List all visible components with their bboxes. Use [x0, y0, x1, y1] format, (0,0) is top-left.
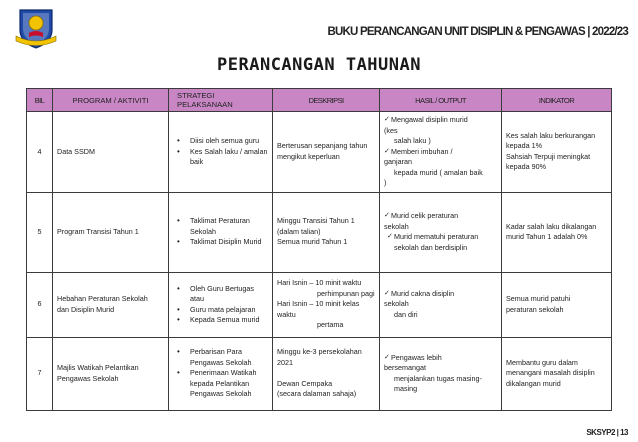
text-line: Hebahan Peraturan Sekolah — [57, 294, 148, 303]
row-hasil — [380, 272, 502, 337]
check-item: ✓ Murid celik peraturan — [384, 211, 497, 222]
row-deskripsi — [273, 337, 380, 410]
table-row — [27, 337, 612, 410]
header-strategi: STRATEGI PELAKSANAAN — [169, 89, 273, 112]
text-line: sekolah — [384, 299, 409, 309]
row-bil: 7 — [27, 337, 53, 410]
text-line: Sahsiah Terpuji meningkat — [506, 151, 591, 161]
text-line: Semua murid patuhi — [506, 294, 571, 303]
header-program: PROGRAM / AKTIVITI — [53, 89, 169, 112]
list-item: • Kepada Semua murid — [177, 315, 268, 326]
text-line — [277, 368, 375, 379]
row-indikator — [502, 192, 612, 272]
text-line: Semua murid Tahun 1 — [277, 237, 348, 247]
text-line: Minggu Transisi Tahun 1 — [277, 216, 355, 226]
text-line: perhimpunan pagi — [317, 288, 375, 298]
text-line: Hari Isnin – 10 minit kelas — [277, 299, 360, 309]
text-line: kepada 90% — [506, 162, 546, 172]
row-indikator — [502, 337, 612, 410]
row-program: Program Transisi Tahun 1 — [53, 192, 169, 272]
text-line: dan diri — [394, 309, 418, 319]
row-strategi — [169, 337, 273, 410]
row-bil: 4 — [27, 112, 53, 193]
row-strategi — [169, 192, 273, 272]
text-line: kepada murid ( amalan baik — [394, 167, 483, 177]
text-line: peraturan sekolah — [506, 304, 564, 314]
row-strategi — [169, 112, 273, 193]
header-title: BUKU PERANCANGAN UNIT DISIPLIN & PENGAWAS | 2022/23 — [327, 26, 628, 38]
page-title: PERANCANGAN TAHUNAN — [217, 55, 421, 75]
text-line: mengikut keperluan — [277, 151, 340, 161]
row-program — [53, 337, 169, 410]
text-line: menangani masalah disiplin — [506, 368, 595, 378]
check-item: ✓ Murid cakna disiplin — [384, 289, 497, 300]
row-hasil — [380, 112, 502, 193]
header-deskripsi: DESKRIPSI — [273, 89, 380, 112]
row-bil: 5 — [27, 192, 53, 272]
list-item: • Perbarisan Para Pengawas Sekolah — [177, 347, 268, 368]
row-indikator — [502, 272, 612, 337]
list-item: • Taklimat Peraturan Sekolah — [177, 216, 268, 237]
row-hasil — [380, 192, 502, 272]
row-bil: 6 — [27, 272, 53, 337]
text-line: dikalangan murid — [506, 378, 561, 388]
list-item: • Taklimat Disiplin Murid — [177, 237, 268, 248]
header-hasil: HASIL / OUTPUT — [380, 89, 502, 112]
text-line: Kes salah laku berkurangan — [506, 130, 596, 140]
row-program — [53, 272, 169, 337]
text-line: Pengawas Sekolah — [57, 373, 119, 383]
text-line: salah laku ) — [394, 136, 431, 145]
text-line: bersemangat — [384, 363, 426, 372]
text-line: ganjaran — [384, 157, 412, 166]
text-line: 2021 — [277, 357, 293, 367]
row-deskripsi — [273, 272, 380, 337]
text-line: masing — [394, 384, 418, 393]
text-line: (kes — [384, 125, 398, 135]
text-line: Dewan Cempaka — [277, 378, 333, 388]
row-strategi — [169, 272, 273, 337]
text-line: sekolah — [384, 221, 409, 231]
page-footer: SKSYP2 | 13 — [586, 428, 628, 437]
row-program: Data SSDM — [53, 112, 169, 193]
check-item: ✓ Mengawal disiplin murid — [384, 115, 497, 126]
text-line: Minggu ke-3 persekolahan — [277, 347, 362, 357]
row-deskripsi — [273, 112, 380, 193]
text-line: ) — [384, 178, 387, 187]
row-indikator — [502, 112, 612, 193]
header-indikator: INDIKATOR — [502, 89, 612, 112]
school-crest-icon — [14, 6, 58, 50]
annual-plan-table — [26, 88, 612, 411]
check-item: ✓ Memberi imbuhan / — [384, 147, 497, 158]
text-line: (dalam talian) — [277, 226, 321, 236]
table-row — [27, 112, 612, 193]
check-item: ✓ Pengawas lebih — [384, 353, 497, 364]
list-item: • Guru mata pelajaran — [177, 305, 268, 316]
table-header-row — [27, 89, 612, 112]
text-line: Kadar salah laku dikalangan — [506, 221, 597, 231]
text-line: Membantu guru dalam — [506, 357, 578, 367]
list-item: • Oleh Guru Bertugas atau — [177, 284, 268, 305]
text-line: (secara dalaman sahaja) — [277, 389, 357, 399]
text-line: Berterusan sepanjang tahun — [277, 141, 368, 151]
table-row — [27, 272, 612, 337]
text-line: pertama — [317, 320, 344, 330]
row-hasil — [380, 337, 502, 410]
list-item: • Kes Salah laku / amalan baik — [177, 147, 268, 168]
text-line: kepada 1% — [506, 141, 542, 151]
row-deskripsi — [273, 192, 380, 272]
list-item: • Penerimaan Watikah kepada Pelantikan Pengawas Sekolah — [177, 368, 268, 400]
text-line: menjalankan tugas masing- — [394, 373, 482, 383]
text-line: murid Tahun 1 adalah 0% — [506, 232, 588, 241]
list-item: • Diisi oleh semua guru — [177, 136, 268, 147]
text-line: sekolah dan berdisiplin — [394, 242, 468, 252]
header-bil: BIL — [27, 89, 53, 112]
table-row — [27, 192, 612, 272]
text-line: dan Disiplin Murid — [57, 304, 115, 314]
text-line: waktu — [277, 309, 296, 319]
text-line: Majlis Watikah Pelantikan — [57, 363, 139, 372]
text-line: Hari Isnin – 10 minit waktu — [277, 278, 362, 288]
check-item: ✓ Murid mematuhi peraturan — [387, 232, 497, 243]
